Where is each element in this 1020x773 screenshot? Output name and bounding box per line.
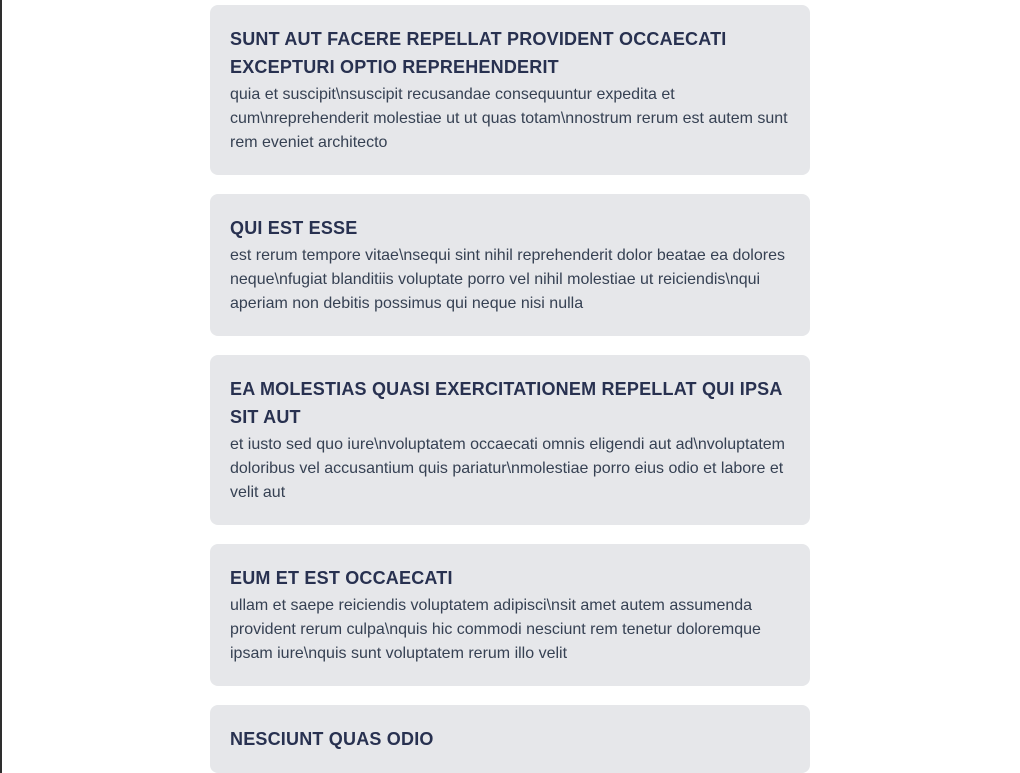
- post-body: est rerum tempore vitae\nsequi sint nihil reprehenderit dolor beatae ea dolores neque\nfugiat blanditiis voluptate porro vel nihil molestiae ut reiciendis\nqui aperiam non debitis possimus qui neque nisi nulla: [230, 247, 785, 312]
- post-title: SUNT AUT FACERE REPELLAT PROVIDENT OCCAECATI EXCEPTURI OPTIO REPREHENDERIT: [230, 29, 727, 77]
- post-card: [210, 544, 810, 686]
- post-title: EUM ET EST OCCAECATI: [230, 568, 453, 588]
- post-body: et iusto sed quo iure\nvoluptatem occaecati omnis eligendi aut ad\nvoluptatem doloribus vel accusantium quis pariatur\nmolestiae porro eius odio et labore et velit aut: [230, 436, 786, 501]
- post-card: [210, 705, 810, 773]
- posts-list: [210, 0, 810, 773]
- post-card: [210, 355, 810, 525]
- post-title: EA MOLESTIAS QUASI EXERCITATIONEM REPELLAT QUI IPSA SIT AUT: [230, 379, 782, 427]
- post-body: ullam et saepe reiciendis voluptatem adipisci\nsit amet autem assumenda provident rerum culpa\nquis hic commodi nesciunt rem tenetur doloremque ipsam iure\nquis sunt voluptatem rerum illo velit: [230, 597, 761, 662]
- post-title: QUI EST ESSE: [230, 218, 358, 238]
- post-body: quia et suscipit\nsuscipit recusandae consequuntur expedita et cum\nreprehenderit molestiae ut ut quas totam\nnostrum rerum est autem sunt rem eveniet architecto: [230, 86, 788, 151]
- window-left-border: [0, 0, 2, 773]
- post-card: [210, 194, 810, 336]
- post-card: [210, 5, 810, 175]
- post-title: NESCIUNT QUAS ODIO: [230, 729, 434, 749]
